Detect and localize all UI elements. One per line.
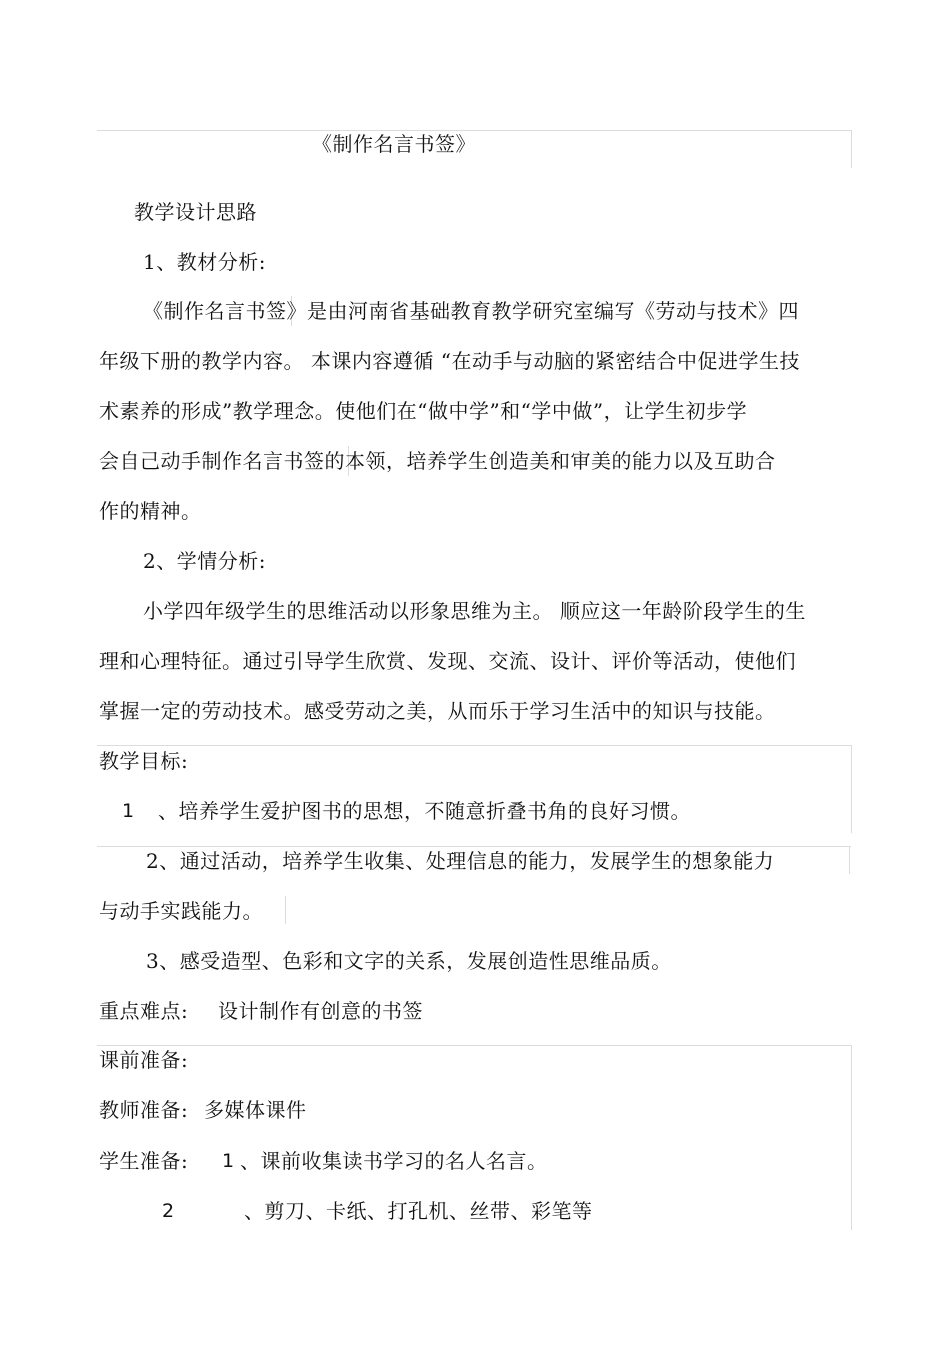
teacher-prep-label: 教师准备: bbox=[99, 1098, 189, 1122]
table-rule bbox=[97, 846, 851, 847]
objective-item: 与动手实践能力。 bbox=[99, 899, 263, 923]
preparation-heading: 课前准备: bbox=[99, 1048, 189, 1072]
section-heading: 教学设计思路 bbox=[134, 200, 257, 224]
document-title: 《制作名言书签》 bbox=[312, 132, 476, 156]
paragraph-line: 掌握一定的劳动技术。感受劳动之美，从而乐于学习生活中的知识与技能。 bbox=[99, 699, 776, 723]
table-rule bbox=[97, 745, 851, 746]
teacher-prep-value: 多媒体课件 bbox=[204, 1098, 307, 1122]
learner-analysis-heading: 2、学情分析: bbox=[143, 549, 266, 573]
objectives-heading: 教学目标: bbox=[99, 749, 189, 773]
table-rule bbox=[285, 896, 286, 924]
objective-item: 、培养学生爱护图书的思想，不随意折叠书角的良好习惯。 bbox=[158, 799, 691, 823]
objective-item: 2、通过活动，培养学生收集、处理信息的能力，发展学生的想象能力 bbox=[146, 849, 775, 873]
key-points-label: 重点难点: bbox=[99, 999, 189, 1023]
paragraph-line: 《制作名言书签》是由河南省基础教育教学研究室编写《劳动与技术》四 bbox=[143, 299, 799, 323]
table-rule bbox=[851, 745, 852, 833]
paragraph-line: 年级下册的教学内容。 本课内容遵循 “在动手与动脑的紧密结合中促进学生技 bbox=[99, 349, 800, 373]
paragraph-line: 术素养的形成”教学理念。使他们在“做中学”和“学中做”，让学生初步学 bbox=[99, 399, 748, 423]
paragraph-line: 会自己动手制作名言书签的本领，培养学生创造美和审美的能力以及互助合 bbox=[99, 449, 776, 473]
material-analysis-heading: 1、教材分析: bbox=[143, 250, 266, 274]
paragraph-line: 理和心理特征。通过引导学生欣赏、发现、交流、设计、评价等活动，使他们 bbox=[99, 649, 796, 673]
paragraph-line: 作的精神。 bbox=[99, 499, 202, 523]
table-rule bbox=[97, 1045, 851, 1046]
table-rule bbox=[851, 130, 852, 168]
student-prep-number: 2 bbox=[162, 1200, 175, 1222]
table-rule bbox=[849, 846, 850, 874]
paragraph-line: 小学四年级学生的思维活动以形象思维为主。 顺应这一年龄阶段学生的生 bbox=[143, 599, 806, 623]
table-rule bbox=[851, 1045, 852, 1230]
student-prep-number: 1 bbox=[222, 1150, 235, 1172]
objective-number: 1 bbox=[122, 800, 135, 822]
key-points-value: 设计制作有创意的书签 bbox=[218, 999, 423, 1023]
student-prep-item: 、剪刀、卡纸、打孔机、丝带、彩笔等 bbox=[244, 1199, 593, 1223]
student-prep-item: 、课前收集读书学习的名人名言。 bbox=[240, 1149, 548, 1173]
objective-item: 3、感受造型、色彩和文字的关系，发展创造性思维品质。 bbox=[146, 949, 672, 973]
student-prep-label: 学生准备: bbox=[99, 1149, 189, 1173]
